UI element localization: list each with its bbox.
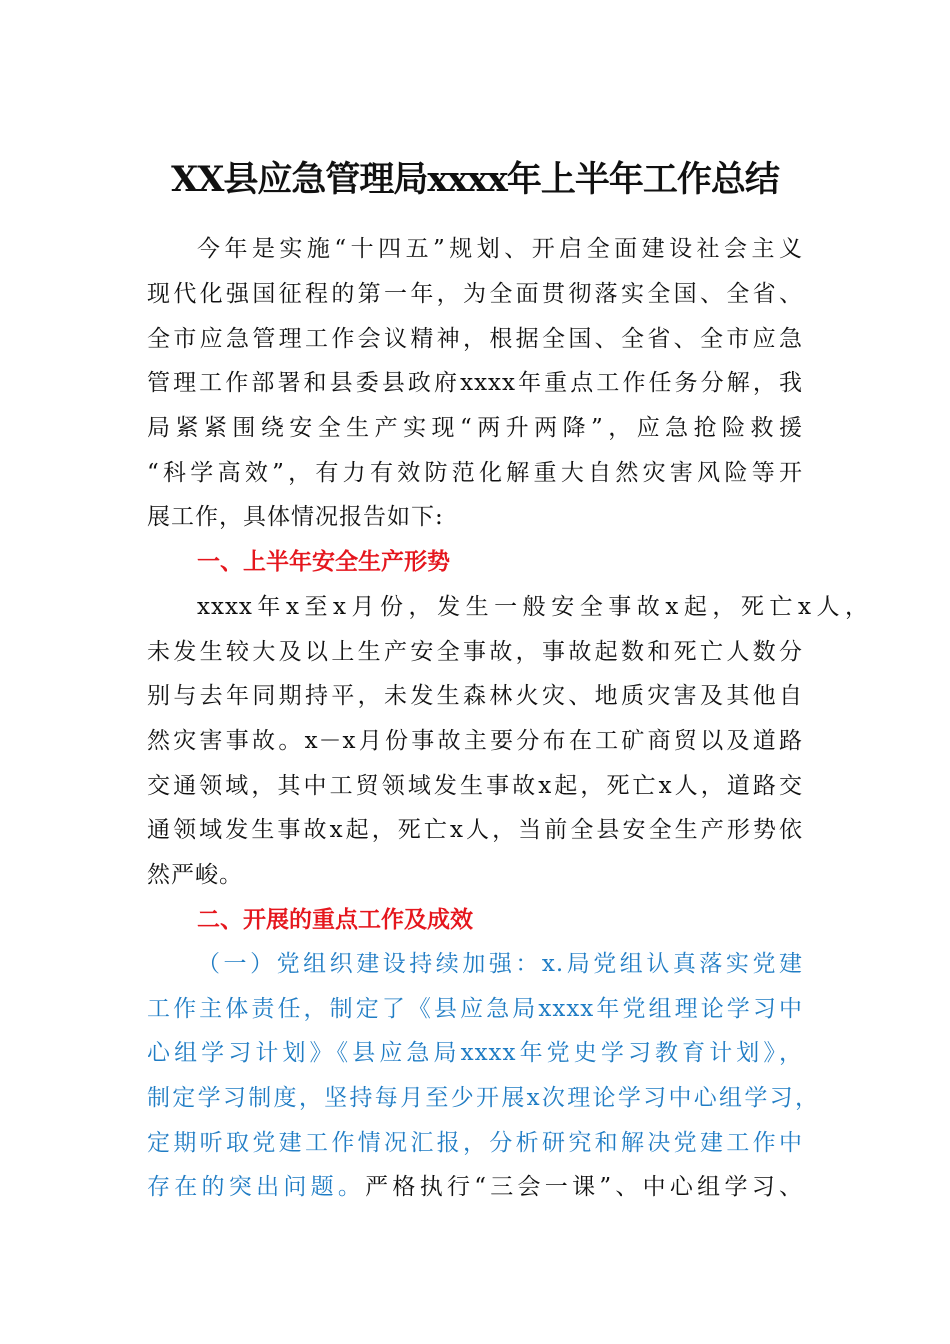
text-line — [147, 277, 803, 311]
text-line — [147, 1081, 819, 1115]
text-segment: 未发生较大及以上生产安全事故，事故起数和死亡人数分 — [147, 639, 803, 665]
text-line — [147, 366, 803, 400]
text-segment: 定期听取党建工作情况汇报，分析研究和解决党建工作中 — [147, 1130, 803, 1156]
text-line — [197, 947, 803, 981]
text-segment: 二、开展的重点工作及成效 — [197, 907, 473, 933]
text-segment: 然严峻。 — [147, 862, 243, 888]
text-line — [147, 500, 803, 534]
text-segment: 现代化强国征程的第一年，为全面贯彻落实全国、全省、 — [147, 281, 803, 307]
text-line — [147, 1170, 803, 1204]
text-segment: “科学高效”，有力有效防范化解重大自然灾害风险等开 — [147, 460, 803, 486]
text-segment: 管理工作部署和县委县政府xxxx年重点工作任务分解，我 — [147, 370, 803, 396]
text-line — [197, 232, 803, 266]
text-segment: 全市应急管理工作会议精神，根据全国、全省、全市应急 — [147, 326, 803, 352]
text-line — [147, 1126, 803, 1160]
text-segment: 工作主体责任，制定了《县应急局xxxx年党组理论学习中 — [147, 996, 803, 1022]
text-segment: xxxx年x至x月份，发生一般安全事故x起，死亡x人， — [197, 594, 869, 620]
text-line — [147, 456, 803, 490]
text-segment: 心组学习计划》《县应急局xxxx年党史学习教育计划》， — [147, 1040, 803, 1066]
text-line — [147, 635, 803, 669]
text-line — [147, 411, 803, 445]
text-segment: 制定学习制度，坚持每月至少开展x次理论学习中心组学习， — [147, 1085, 819, 1111]
document-title: XX县应急管理局xxxx年上半年工作总结 — [171, 159, 779, 200]
text-segment: 存在的突出问题。 — [147, 1174, 366, 1200]
text-line — [147, 322, 803, 356]
text-segment: 局紧紧围绕安全生产实现“两升两降”，应急抢险救援 — [147, 415, 803, 441]
text-segment: 通领域发生事故x起，死亡x人，当前全县安全生产形势依 — [147, 817, 803, 843]
text-line — [197, 590, 869, 624]
text-segment: 别与去年同期持平，未发生森林火灾、地质灾害及其他自 — [147, 683, 803, 709]
text-segment: （一）党组织建设持续加强：x.局党组认真落实党建 — [197, 951, 803, 977]
text-line — [147, 769, 803, 803]
text-segment: 一、上半年安全生产形势 — [197, 549, 450, 575]
text-line — [147, 724, 803, 758]
text-segment: 交通领域，其中工贸领域发生事故x起，死亡x人，道路交 — [147, 773, 803, 799]
section-heading — [197, 545, 803, 579]
text-line — [147, 992, 803, 1026]
text-segment: 今年是实施“十四五”规划、开启全面建设社会主义 — [197, 236, 803, 262]
text-segment: 然灾害事故。x－x月份事故主要分布在工矿商贸以及道路 — [147, 728, 803, 754]
section-heading — [197, 903, 803, 937]
text-line — [147, 679, 803, 713]
text-line — [147, 858, 803, 892]
text-line — [147, 1036, 803, 1070]
text-segment: 严格执行“三会一课”、中心组学习、 — [365, 1174, 803, 1200]
text-line — [147, 813, 803, 847]
text-segment: 展工作，具体情况报告如下: — [147, 504, 444, 530]
